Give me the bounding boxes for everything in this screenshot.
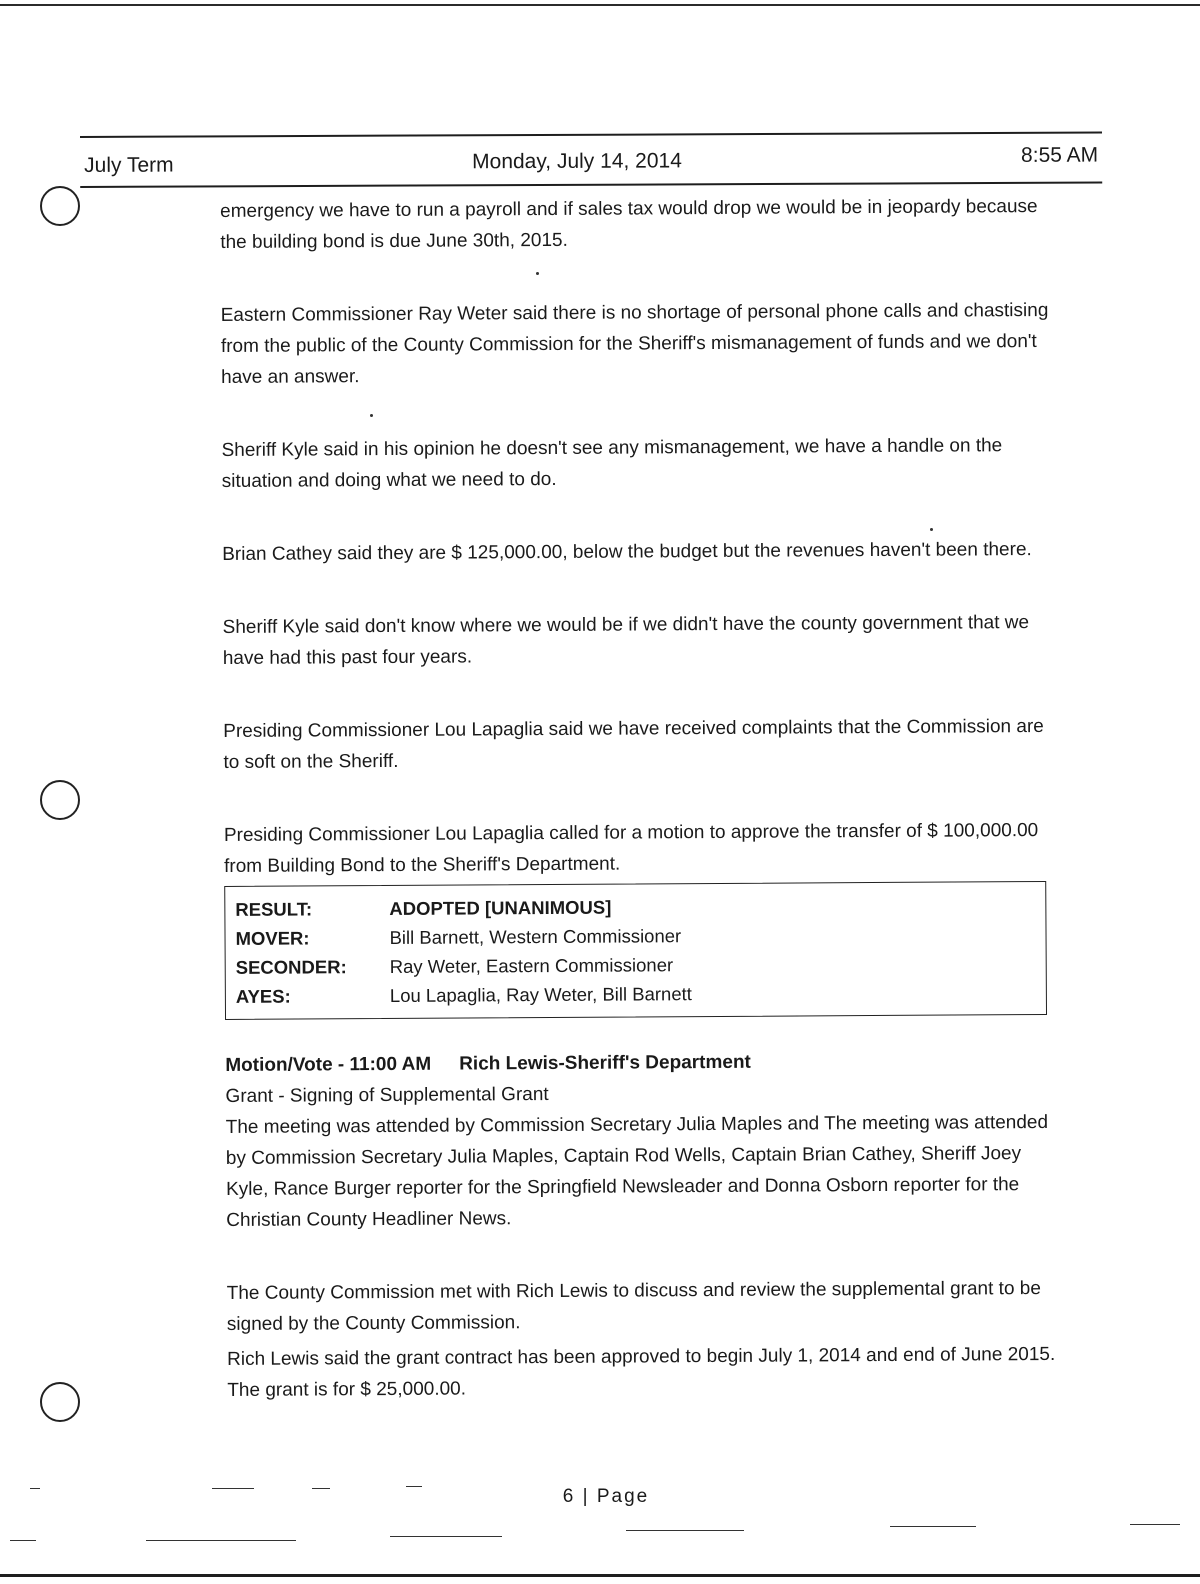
motion-heading-time: Motion/Vote - 11:00 AM <box>225 1053 432 1076</box>
paragraph-lapaglia-complaints: Presiding Commissioner Lou Lapaglia said we have received complaints that the Commission are to soft on the Sheriff. <box>223 715 1044 773</box>
scan-speck <box>30 1488 40 1489</box>
page-label: | Page <box>582 1486 650 1507</box>
page-number: 6 <box>562 1486 576 1507</box>
motion-paragraph-review: The County Commission met with Rich Lewis to discuss and review the supplemental grant to be signed by the County Commission. <box>226 1278 1041 1335</box>
paragraph-weter: Eastern Commissioner Ray Weter said there is no shortage of personal phone calls and chastising from the public of the County Commission for the Sheriff's mismanagement of funds and we don't have an answer. <box>220 299 1049 388</box>
motion-heading-subject: Rich Lewis-Sheriff's Department <box>459 1051 751 1075</box>
ayes-label: AYES: <box>235 985 291 1007</box>
scan-speck <box>406 1486 422 1487</box>
scan-speck <box>890 1526 976 1527</box>
punch-hole-bottom <box>40 1382 80 1422</box>
ayes-row <box>236 977 1036 1011</box>
motion-subtitle: Grant - Signing of Supplemental Grant <box>225 1084 549 1107</box>
motion-paragraph-contract: Rich Lewis said the grant contract has been approved to begin July 1, 2014 and end of June 2015. The grant is for $ 25,000.00. <box>227 1343 1056 1401</box>
minutes-body <box>220 191 1057 1406</box>
scan-speck <box>10 1540 36 1541</box>
seconder-value: Ray Weter, Eastern Commissioner <box>389 954 674 977</box>
scan-speck <box>930 528 933 531</box>
scan-speck <box>626 1530 744 1531</box>
ayes-value: Lou Lapaglia, Ray Weter, Bill Barnett <box>389 983 692 1006</box>
page-footer <box>0 1486 1200 1508</box>
result-label: RESULT: <box>235 898 313 920</box>
scan-speck <box>1130 1524 1180 1525</box>
page-header <box>80 132 1102 188</box>
paragraph-kyle-opinion: Sheriff Kyle said in his opinion he doesn't see any mismanagement, we have a handle on the situation and doing what we need to do. <box>221 435 1003 492</box>
mover-label: MOVER: <box>235 927 310 949</box>
paragraph-lapaglia-motion: Presiding Commissioner Lou Lapaglia called for a motion to approve the transfer of $ 100,000.00 from Building Bond to the Sheriff's Department. <box>223 820 1039 877</box>
scan-speck <box>370 414 373 417</box>
paragraph-cathey: Brian Cathey said they are $ 125,000.00, below the budget but the revenues haven't been there. <box>222 539 1032 565</box>
scan-speck <box>390 1536 502 1537</box>
scan-speck <box>312 1488 330 1489</box>
meeting-date: Monday, July 14, 2014 <box>472 149 682 174</box>
scan-speck <box>212 1488 254 1489</box>
paragraph-payroll: emergency we have to run a payroll and if sales tax would drop we would be in jeopardy because the building bond is due June 30th, 2015. <box>220 196 1038 253</box>
scan-top-edge <box>0 4 1200 6</box>
scan-speck <box>146 1540 296 1541</box>
scan-bottom-edge <box>0 1574 1200 1577</box>
vote-result-box <box>224 881 1047 1020</box>
motion-attendance: The meeting was attended by Commission Secretary Julia Maples and The meeting was attended by Commission Secretary Julia Maples, Captain Rod Wells, Captain Brian Cathey, Sheriff Joey Kyle, Rance Burger reporter for the Springfield Newsleader and Donna Osborn reporter for the Christian County Headliner News. <box>225 1111 1049 1231</box>
meeting-time: 8:55 AM <box>1020 143 1099 167</box>
punch-hole-top <box>40 186 80 226</box>
punch-hole-middle <box>40 780 80 820</box>
mover-value: Bill Barnett, Western Commissioner <box>389 925 682 948</box>
seconder-label: SECONDER: <box>235 956 347 978</box>
term-label: July Term <box>84 153 174 177</box>
motion-heading <box>225 1045 1055 1081</box>
paragraph-kyle-government: Sheriff Kyle said don't know where we would be if we didn't have the county government that we have had this past four years. <box>222 612 1030 669</box>
scan-speck <box>536 272 539 275</box>
result-value: ADOPTED [UNANIMOUS] <box>389 896 612 919</box>
